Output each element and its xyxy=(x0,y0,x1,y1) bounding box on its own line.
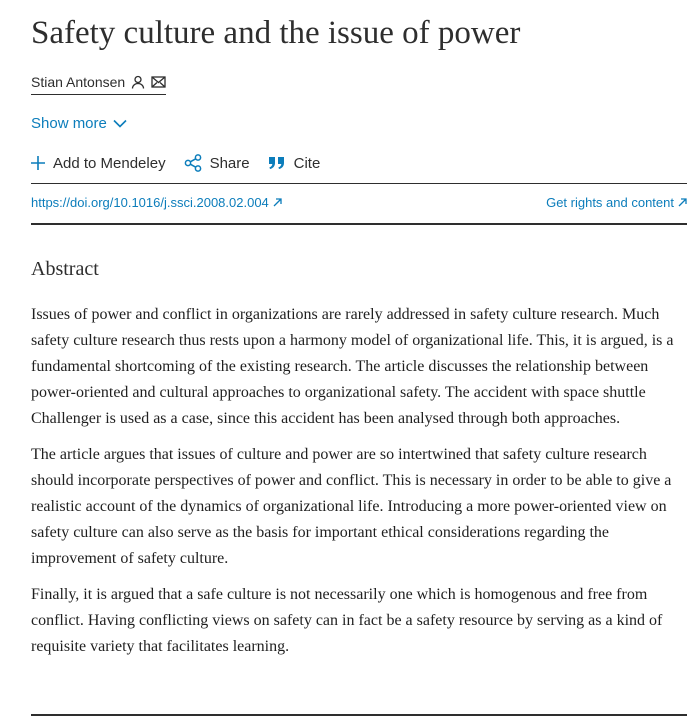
cite-button[interactable] xyxy=(268,155,321,172)
share-icon xyxy=(184,154,202,172)
abstract-body xyxy=(31,302,693,670)
author-name[interactable]: Stian Antonsen xyxy=(31,74,126,90)
add-to-mendeley-button[interactable] xyxy=(31,155,166,172)
doi-row xyxy=(31,195,687,210)
person-icon xyxy=(131,75,145,89)
share-label: Share xyxy=(209,154,250,172)
mail-icon[interactable] xyxy=(151,76,166,88)
add-to-mendeley-label: Add to Mendeley xyxy=(53,154,166,172)
share-button[interactable] xyxy=(184,154,250,172)
abstract-paragraph: Issues of power and conflict in organizations are rarely addressed in safety culture research. Much safety culture research thus rests upon a harmony model of organizational life. This, it is argued, is a fundamental shortcoming of the existing research. The article discusses the relationship between power-oriented and cultural approaches to organizational safety. The accident with space shuttle Challenger is used as a case, since this accident has been analysed through both approaches. xyxy=(31,306,674,427)
divider xyxy=(31,223,687,225)
quote-icon xyxy=(268,156,286,170)
show-more-label: Show more xyxy=(31,115,107,132)
rights-text: Get rights and content xyxy=(546,195,674,210)
show-more-button[interactable] xyxy=(31,115,127,132)
divider xyxy=(31,714,687,716)
article-actions xyxy=(31,154,320,172)
abstract-paragraph: Finally, it is argued that a safe culture is not necessarily one which is homogenous and free from conflict. Having conflicting views on safety can in fact be a safety resource by serving as a kind of requisite variety that facilitates learning. xyxy=(31,586,663,655)
author-link[interactable] xyxy=(31,74,166,95)
external-link-icon xyxy=(678,198,687,207)
plus-icon xyxy=(31,156,45,170)
rights-link[interactable] xyxy=(546,195,687,210)
chevron-down-icon xyxy=(113,119,127,128)
article-title: Safety culture and the issue of power xyxy=(31,15,521,51)
doi-text: https://doi.org/10.1016/j.ssci.2008.02.004 xyxy=(31,195,269,210)
cite-label: Cite xyxy=(293,154,321,172)
external-link-icon xyxy=(273,198,282,207)
doi-link[interactable] xyxy=(31,195,282,210)
divider xyxy=(31,183,687,184)
abstract-heading: Abstract xyxy=(31,258,99,280)
abstract-paragraph: The article argues that issues of culture and power are so intertwined that safety culture research should incorporate perspectives of power and conflict. This is necessary in order to be able to give a realistic account of the dynamics of organizational life. Introducing a more power-oriented view on safety culture can also serve as the basis for important ethical considerations regarding the improvement of safety culture. xyxy=(31,446,672,567)
